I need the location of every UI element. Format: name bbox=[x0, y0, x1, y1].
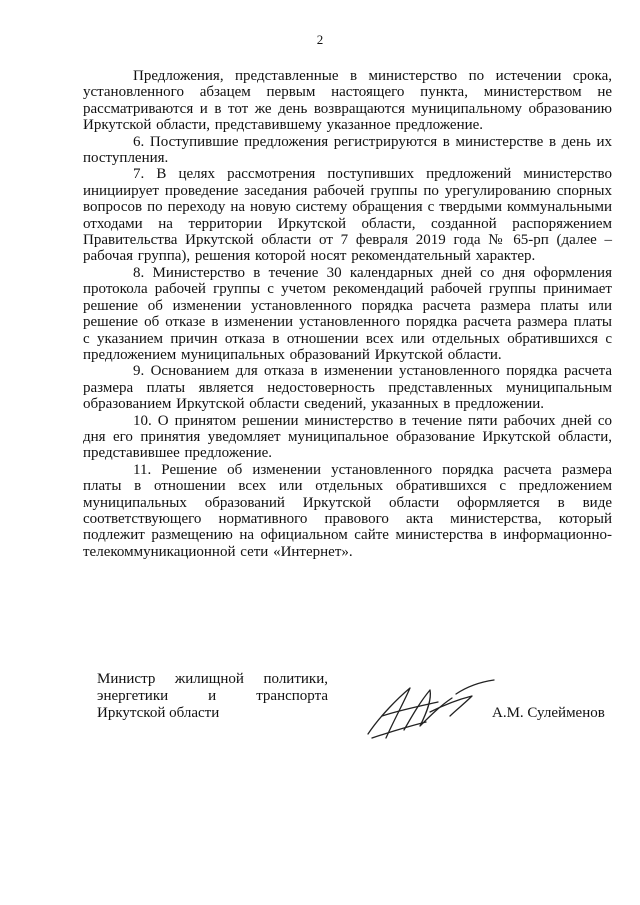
paragraph-11: 11. Решение об изменении установленного порядка расчета размера платы в отношении всех или отдельных обратившихся с предложением муниципальных образований Иркутской области оформляется в виде соответствующего нормативного правового акта министерства, который подлежит размещению на официальном сайте министерства в информационно-телекоммуникационной сети «Интернет». bbox=[83, 461, 612, 560]
page-number: 2 bbox=[316, 32, 324, 47]
paragraph-8: 8. Министерство в течение 30 календарных дней со дня оформления протокола рабочей группы с учетом рекомендаций рабочей группы принимает решение об изменении установленного порядка расчета размера платы или решение об отказе в изменении установленного порядка расчета размера платы с указанием причин отказа в отношении всех или отдельных обратившихся с предложением муниципальных образований Иркутской области. bbox=[83, 264, 612, 363]
position-line: энергетики и транспорта bbox=[97, 688, 328, 704]
paragraph-6: 6. Поступившие предложения регистрируются в министерстве в день их поступления. bbox=[83, 133, 612, 167]
position-line: Иркутской области bbox=[97, 705, 220, 721]
handwritten-signature bbox=[360, 676, 500, 746]
signer-name: А.М. Сулейменов bbox=[492, 705, 605, 721]
position-line: Министр жилищной политики, bbox=[97, 671, 328, 687]
paragraph-10: 10. О принятом решении министерство в течение пяти рабочих дней со дня его принятия уведомляет муниципальное образование Иркутской области, представившее предложение. bbox=[83, 412, 612, 462]
paragraph-9: 9. Основанием для отказа в изменении установленного порядка расчета размера платы является недостоверность представленных муниципальным образованием Иркутской области сведений, указанных в предложении. bbox=[83, 363, 612, 413]
signatory-position bbox=[97, 671, 328, 722]
paragraph-returned-proposals: Предложения, представленные в министерство по истечении срока, установленного абзацем первым настоящего пункта, министерством не рассматриваются и в тот же день возвращаются муниципальному образованию Иркутской области, представившему указанное предложение. bbox=[83, 68, 612, 134]
document-body bbox=[83, 68, 612, 560]
paragraph-7: 7. В целях рассмотрения поступивших предложений министерство инициирует проведение заседания рабочей группы по урегулированию спорных вопросов по переходу на новую систему обращения с твердыми коммунальными отходами на территории Иркутской области, созданной распоряжением Правительства Иркутской области от 7 февраля 2019 года № 65-рп (далее – рабочая группа), решения которой носят рекомендательный характер. bbox=[83, 166, 612, 265]
